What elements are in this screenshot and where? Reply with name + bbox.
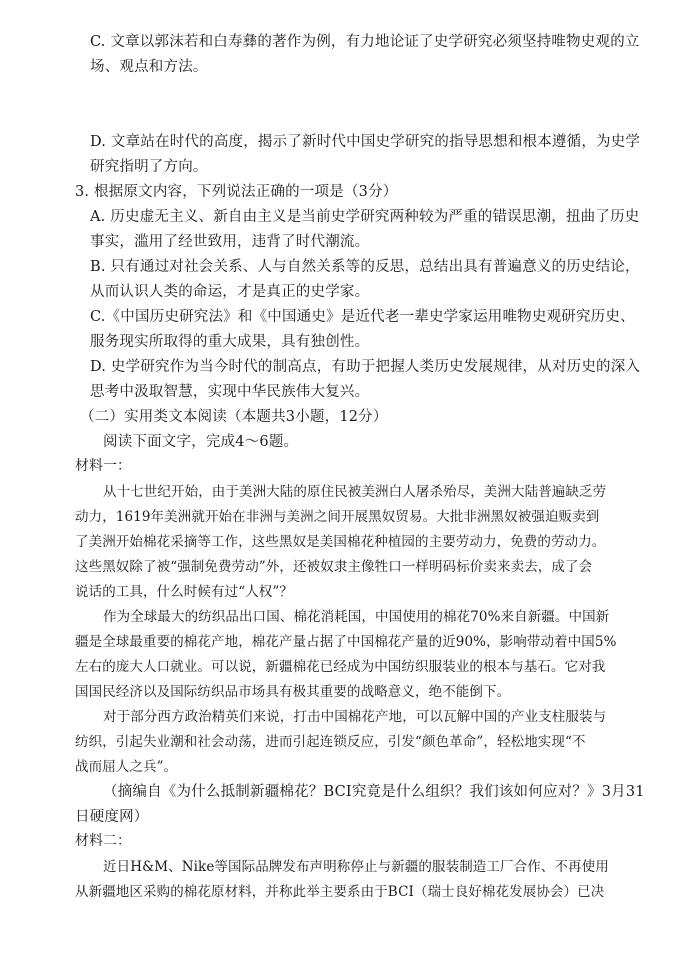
q3-option-b-line1: B. 只有通过对社会关系、人与自然关系等的反思，总结出具有普遍意义的历史结论， <box>90 259 640 275</box>
q3-option-b-line2: 从而认识人类的命运，才是真正的史学家。 <box>90 284 370 300</box>
material-1-title: 材料一： <box>75 458 131 474</box>
option-c-line1: C. 文章以郭沫若和白寿彝的著作为例，有力地论证了史学研究必须坚持唯物史观的立 <box>90 34 640 50</box>
material-1-source-cont: 日硬度网） <box>75 809 149 825</box>
question-3-stem: 3. 根据原文内容，下列说法正确的一项是（3分） <box>75 184 398 200</box>
material-2-line: 从新疆地区采购的棉花原材料，并称此举主要系由于BCI（瑞士良好棉花发展协会）已决 <box>75 884 605 900</box>
material-1-line: 战而屈人之兵”。 <box>75 759 178 775</box>
q3-option-a-line2: 事实，滥用了经世致用，违背了时代潮流。 <box>90 234 370 250</box>
q3-option-d-line1: D. 史学研究作为当今时代的制高点，有助于把握人类历史发展规律，从对历史的深入 <box>90 359 641 375</box>
material-1-line: 动力，1619年美洲就开始在非洲与美洲之间开展黑奴贸易。大批非洲黑奴被强迫贩卖到 <box>75 509 600 525</box>
material-1-line: 对于部分西方政治精英们来说，打击中国棉花产地，可以瓦解中国的产业支柱服装与 <box>103 709 607 725</box>
option-d-line2: 研究指明了方向。 <box>90 159 208 175</box>
material-1-line: 左右的庞大人口就业。可以说，新疆棉花已经成为中国纺织服装业的根本与基石。它对我 <box>75 659 606 675</box>
section-2-heading: （二）实用类文本阅读（本题共3小题，12分） <box>80 409 388 425</box>
q3-option-d-line2: 思考中汲取智慧，实现中华民族伟大复兴。 <box>90 384 370 400</box>
q3-option-a-line1: A. 历史虚无主义、新自由主义是当前史学研究两种较为严重的错误思潮，扭曲了历史 <box>90 209 640 225</box>
material-2-line: 近日H&M、Nike等国际品牌发布声明称停止与新疆的服装制造工厂合作、不再使用 <box>103 859 609 875</box>
q3-option-c-line2: 服务现实所取得的重大成果，具有独创性。 <box>90 334 370 350</box>
material-2-title: 材料二： <box>75 833 131 849</box>
option-c-line2: 场、观点和方法。 <box>90 59 208 75</box>
material-1-line: 这些黑奴除了被“强制免费劳动”外，还被奴隶主像牲口一样明码标价卖来卖去，成了会 <box>75 559 593 575</box>
material-1-line: 纺织，引起失业潮和社会动荡，进而引起连锁反应，引发“颜色革命”，轻松地实现“不 <box>75 734 586 750</box>
material-1-source: （摘编自《为什么抵制新疆棉花？BCI究竟是什么组织？我们该如何应对？》3月31 <box>103 784 645 800</box>
material-1-line: 了美洲开始棉花采摘等工作，这些黑奴是美国棉花种植园的主要劳动力，免费的劳动力。 <box>75 534 606 550</box>
material-1-line: 国国民经济以及国际纺织品市场具有极其重要的战略意义，绝不能倒下。 <box>75 684 511 700</box>
material-1-line: 从十七世纪开始，由于美洲大陆的原住民被美洲白人屠杀殆尽，美洲大陆普遍缺乏劳 <box>103 484 607 500</box>
material-1-line: 疆是全球最重要的棉花产地，棉花产量占据了中国棉花产量的近90%，影响带动着中国5% <box>75 634 617 650</box>
section-2-instruction: 阅读下面文字，完成4～6题。 <box>103 434 299 450</box>
material-1-line: 作为全球最大的纺织品出口国、棉花消耗国，中国使用的棉花70%来自新疆。中国新 <box>103 609 610 625</box>
q3-option-c-line1: C.《中国历史研究法》和《中国通史》是近代老一辈史学家运用唯物史观研究历史、 <box>90 309 635 325</box>
option-d-line1: D. 文章站在时代的高度，揭示了新时代中国史学研究的指导思想和根本遵循，为史学 <box>90 134 641 150</box>
material-1-line: 说话的工具，什么时候有过“人权”？ <box>75 584 294 600</box>
